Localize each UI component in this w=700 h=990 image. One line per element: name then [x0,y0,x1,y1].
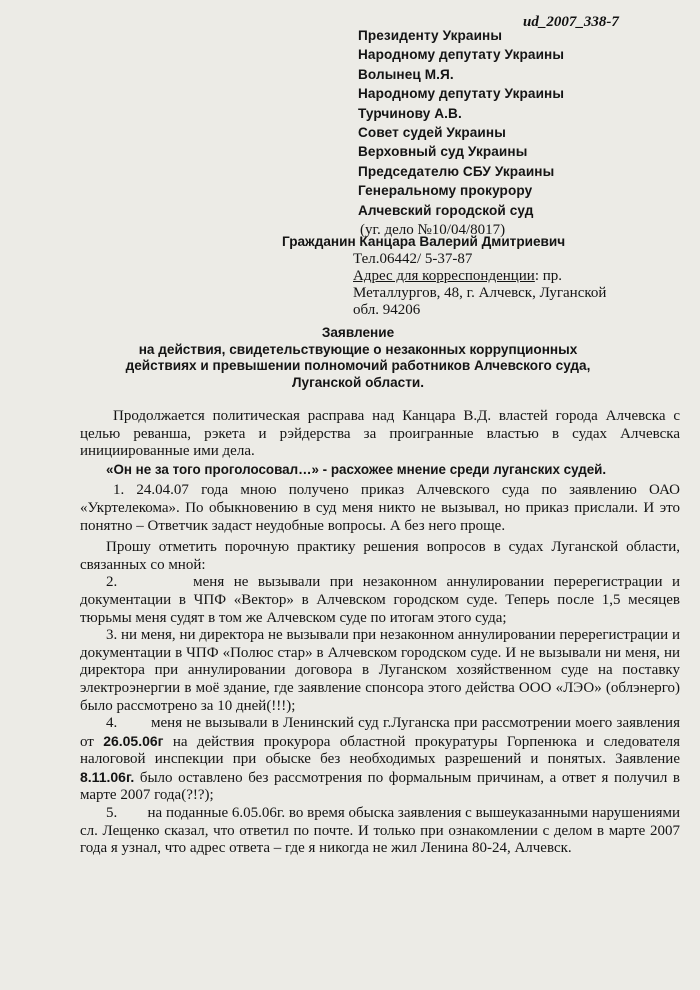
addressee-line: Верховный суд Украины [358,144,528,160]
document-title [88,325,628,391]
address-rest: : пр. [534,268,563,284]
sender-phone: Тел.06442/ 5-37-87 [353,251,473,267]
title-line: действиях и превышении полномочий работников Алчевского суда, [125,358,591,373]
item-2-paragraph: 2. меня не вызывали при незаконном аннулировании перерегистрации и документации в ЧПФ «Вектор» в Алчевском городском суде. Теперь после 1,5 месяцев тюрьмы меня судят в том же Алчевском суде по итогам этого суда; [80,574,684,626]
addressee-line: Совет судей Украины [358,125,506,141]
addressee-line: Генеральному прокурору [358,183,533,199]
intro-paragraph: Продолжается политическая расправа над Канцара В.Д. властей города Алчевска с целью реванша, рэкета и рэйдерства за проигранные властью в судах Алчевска инициированные ими дела. [80,408,680,460]
title-line: на действия, свидетельствующие о незаконных коррупционных [138,341,578,357]
item-4-text-b: на действия прокурора областной прокуратуры Горпенюка и следователя налоговой инспекции при обыске без необходимых разрешений и понятых. Заявление [80,733,684,768]
sender-address-line3: обл. 94206 [353,302,421,318]
addressee-line: Турчинову А.В. [358,105,462,121]
addressee-line: Председателю СБУ Украины [358,163,555,179]
sender-contacts [353,251,683,319]
sender-address-line2: Металлургов, 48, г. Алчевск, Луганской [353,285,607,301]
title-heading: Заявление [321,325,395,340]
title-line: Луганской области. [291,374,425,390]
case-reference: (уг. дело №10/04/8017) [360,222,506,239]
sender-address-line1 [353,268,683,285]
practice-paragraph: Прошу отметить порочную практику решения вопросов в судах Луганской области, связанных со мной: [80,539,680,573]
addressee-line: Волынец М.Я. [358,66,454,82]
item-4-date-1: 26.05.06г [103,732,164,749]
item-4-text-c: было оставлено без рассмотрения по формальным причинам, а ответ я получил в марте 2007 года(?!?); [80,769,684,804]
item-3-paragraph: 3. ни меня, ни директора не вызывали при незаконном аннулировании перерегистрации и документации в ЧПФ «Полюс стар» в Алчевском городском суде. И не вызывали ни меня, ни директора при аннулировании договора в Луганском хозяйственном суде на поставку электроэнергии в моё здание, где заявление спонсора этого действа ООО «ЛЭО» (облэнерго) было рассмотрено за 10 дней(!!!); [80,627,680,714]
addressee-block [358,26,693,240]
item-4-paragraph [80,715,684,805]
addressee-line: Народному депутату Украины [358,86,565,102]
addressee-line: Алчевский городской суд [358,202,534,218]
sender-name: Гражданин Канцара Валерий Дмитриевич [282,234,566,249]
address-label: Адрес для корреспонденции [353,268,535,284]
document-id-stamp: ud_2007_338-7 [523,14,619,30]
document-body [80,408,684,858]
addressee-line: Президенту Украины [358,28,503,43]
quote-paragraph: «Он не за того проголосовал…» - расхожее мнение среди луганских судей. [106,461,607,477]
item-5-paragraph: 5. на поданные 6.05.06г. во время обыска заявления с вышеуказанными нарушениями сл. Лещенко сказал, что ответил по почте. И только при ознакомлении с делом в марте 2007 года я узнал, что адрес ответа – где я никогда не жил Ленина 80-24, Алчевск. [80,805,684,857]
item-1-paragraph: 1. 24.04.07 года мною получено приказ Алчевского суда по заявлению ОАО «Укртелекома». По обыкновению в суд меня никто не вызывал, но приказ прислали. И это понятно – Ответчик задаст неудобные вопросы. А без него проще. [80,482,680,534]
item-4-text-a: 4. меня не вызывали в Ленинский суд г.Луганска при рассмотрении моего заявления от [80,715,684,750]
item-4-date-2: 8.11.06г. [80,768,135,785]
addressee-line: Народному депутату Украины [358,47,565,63]
